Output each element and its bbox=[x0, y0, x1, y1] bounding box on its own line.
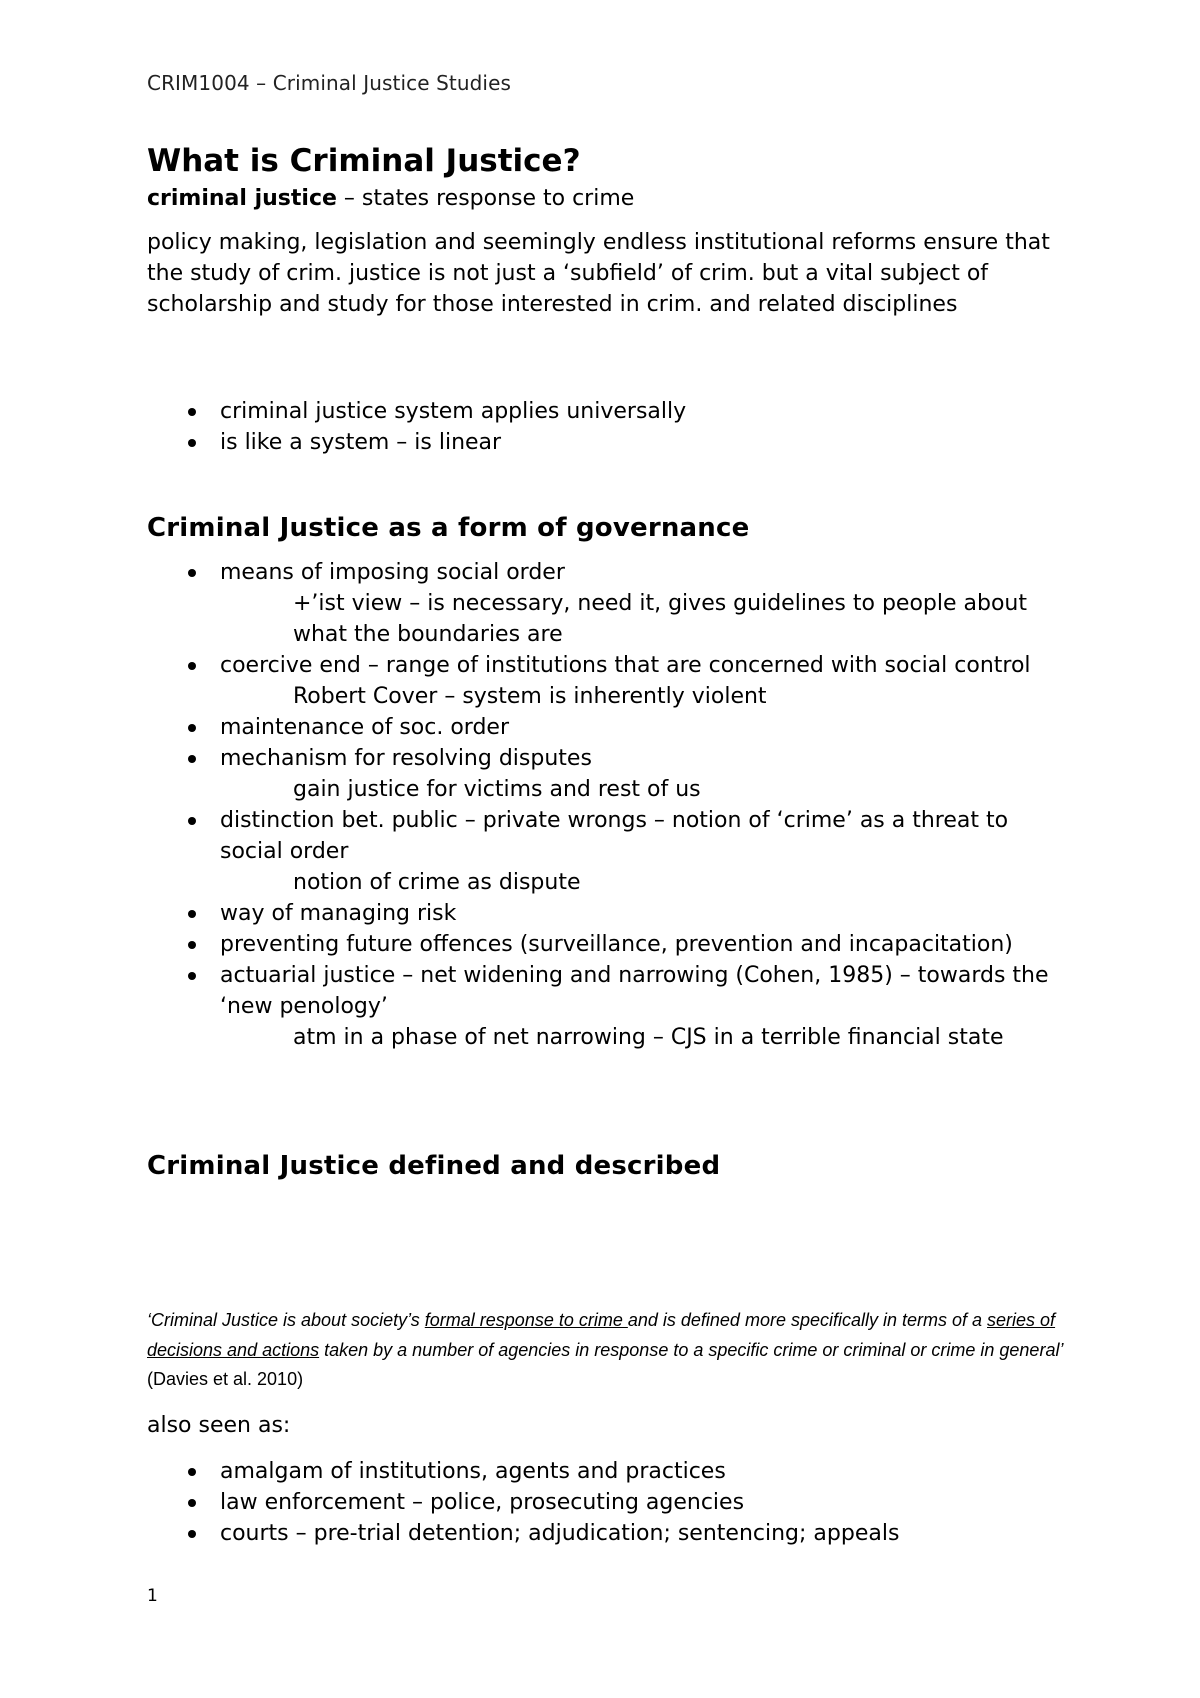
quote-underlined: series of decisions and actions bbox=[147, 1310, 1056, 1360]
section-title-what-is-cj: What is Criminal Justice? bbox=[147, 143, 581, 179]
section-title-defined: Criminal Justice defined and described bbox=[147, 1151, 721, 1181]
list-item: maintenance of soc. order bbox=[147, 712, 1077, 743]
also-seen-as-label: also seen as: bbox=[147, 1413, 291, 1438]
definition-line bbox=[147, 183, 1077, 214]
list-item: mechanism for resolving disputes bbox=[147, 743, 1077, 774]
list-subnote: +’ist view – is necessary, need it, gives guidelines to people about what the boundaries are bbox=[293, 591, 1027, 647]
list-item: way of managing risk bbox=[147, 898, 1077, 929]
section1-bullet-list bbox=[147, 396, 1077, 458]
list-item: coercive end – range of institutions that are concerned with social control bbox=[147, 650, 1077, 681]
section-title-governance: Criminal Justice as a form of governance bbox=[147, 513, 750, 543]
section3-bullet-list bbox=[147, 1456, 1077, 1549]
list-subnote: Robert Cover – system is inherently violent bbox=[293, 684, 767, 709]
quote-part: ‘Criminal Justice is about society’s bbox=[147, 1310, 425, 1330]
list-item: means of imposing social order bbox=[147, 557, 1077, 588]
definition-quote bbox=[147, 1306, 1077, 1395]
list-item: distinction bet. public – private wrongs – notion of ‘crime’ as a threat to social order bbox=[147, 805, 1077, 867]
quote-part: and is defined more specifically in terms of a bbox=[627, 1310, 988, 1330]
list-subnote: gain justice for victims and rest of us bbox=[293, 777, 701, 802]
intro-paragraph: policy making, legislation and seemingly endless institutional reforms ensure that the study of crim. justice is not just a ‘subfield’ of crim. but a vital subject of scholarship and study for those interested in crim. and related disciplines bbox=[147, 230, 1050, 317]
list-item: preventing future offences (surveillance, prevention and incapacitation) bbox=[147, 929, 1077, 960]
page-number: 1 bbox=[147, 1586, 158, 1606]
quote-citation: (Davies et al. 2010) bbox=[147, 1369, 304, 1389]
running-header: CRIM1004 – Criminal Justice Studies bbox=[147, 71, 511, 95]
quote-part: taken by a number of agencies in response to a specific crime or criminal or crime in general’ bbox=[319, 1339, 1064, 1360]
definition-text: – states response to crime bbox=[336, 186, 635, 211]
definition-term: criminal justice bbox=[147, 186, 337, 211]
quote-underlined: formal response to crime bbox=[424, 1310, 628, 1330]
list-subnote: notion of crime as dispute bbox=[293, 870, 581, 895]
governance-bullet-list bbox=[147, 557, 1077, 1053]
list-item: amalgam of institutions, agents and practices bbox=[147, 1456, 1077, 1487]
list-item: law enforcement – police, prosecuting agencies bbox=[147, 1487, 1077, 1518]
list-item: courts – pre-trial detention; adjudication; sentencing; appeals bbox=[147, 1518, 1077, 1549]
list-subnote: atm in a phase of net narrowing – CJS in a terrible financial state bbox=[293, 1025, 1004, 1050]
list-item: actuarial justice – net widening and narrowing (Cohen, 1985) – towards the ‘new penology’ bbox=[147, 960, 1077, 1022]
list-item: criminal justice system applies universally bbox=[147, 396, 1077, 427]
list-item: is like a system – is linear bbox=[147, 427, 1077, 458]
